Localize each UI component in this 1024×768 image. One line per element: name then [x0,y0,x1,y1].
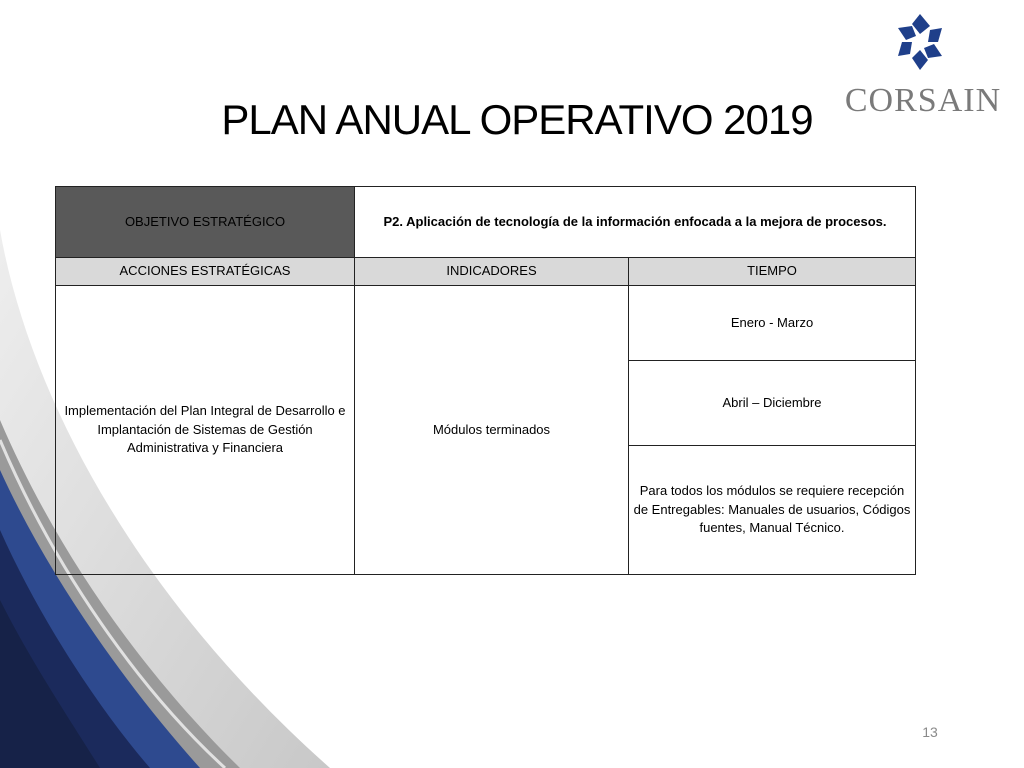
time-cell-deliverables: Para todos los módulos se requiere recepción de Entregables: Manuales de usuarios, Códigos fuentes, Manual Técnico. [629,446,916,575]
objective-row [56,187,916,258]
time-cell: Enero - Marzo [629,286,916,361]
objective-label: OBJETIVO ESTRATÉGICO [56,187,355,258]
header-indicadores: INDICADORES [355,258,629,286]
slide-title: PLAN ANUAL OPERATIVO 2019 [221,96,813,143]
indicator-cell: Módulos terminados [355,286,629,575]
table-row [56,286,916,361]
corsain-logo-icon [890,12,950,72]
page-number: 13 [922,724,938,740]
header-tiempo: TIEMPO [629,258,916,286]
logo-wordmark: CORSAIN [844,82,1002,119]
time-cell: Abril – Diciembre [629,361,916,446]
objective-value: P2. Aplicación de tecnología de la información enfocada a la mejora de procesos. [355,187,916,258]
header-acciones: ACCIONES ESTRATÉGICAS [56,258,355,286]
action-cell: Implementación del Plan Integral de Desarrollo e Implantación de Sistemas de Gestión Administrativa y Financiera [56,286,355,575]
plan-table [55,186,916,575]
header-row [56,258,916,286]
